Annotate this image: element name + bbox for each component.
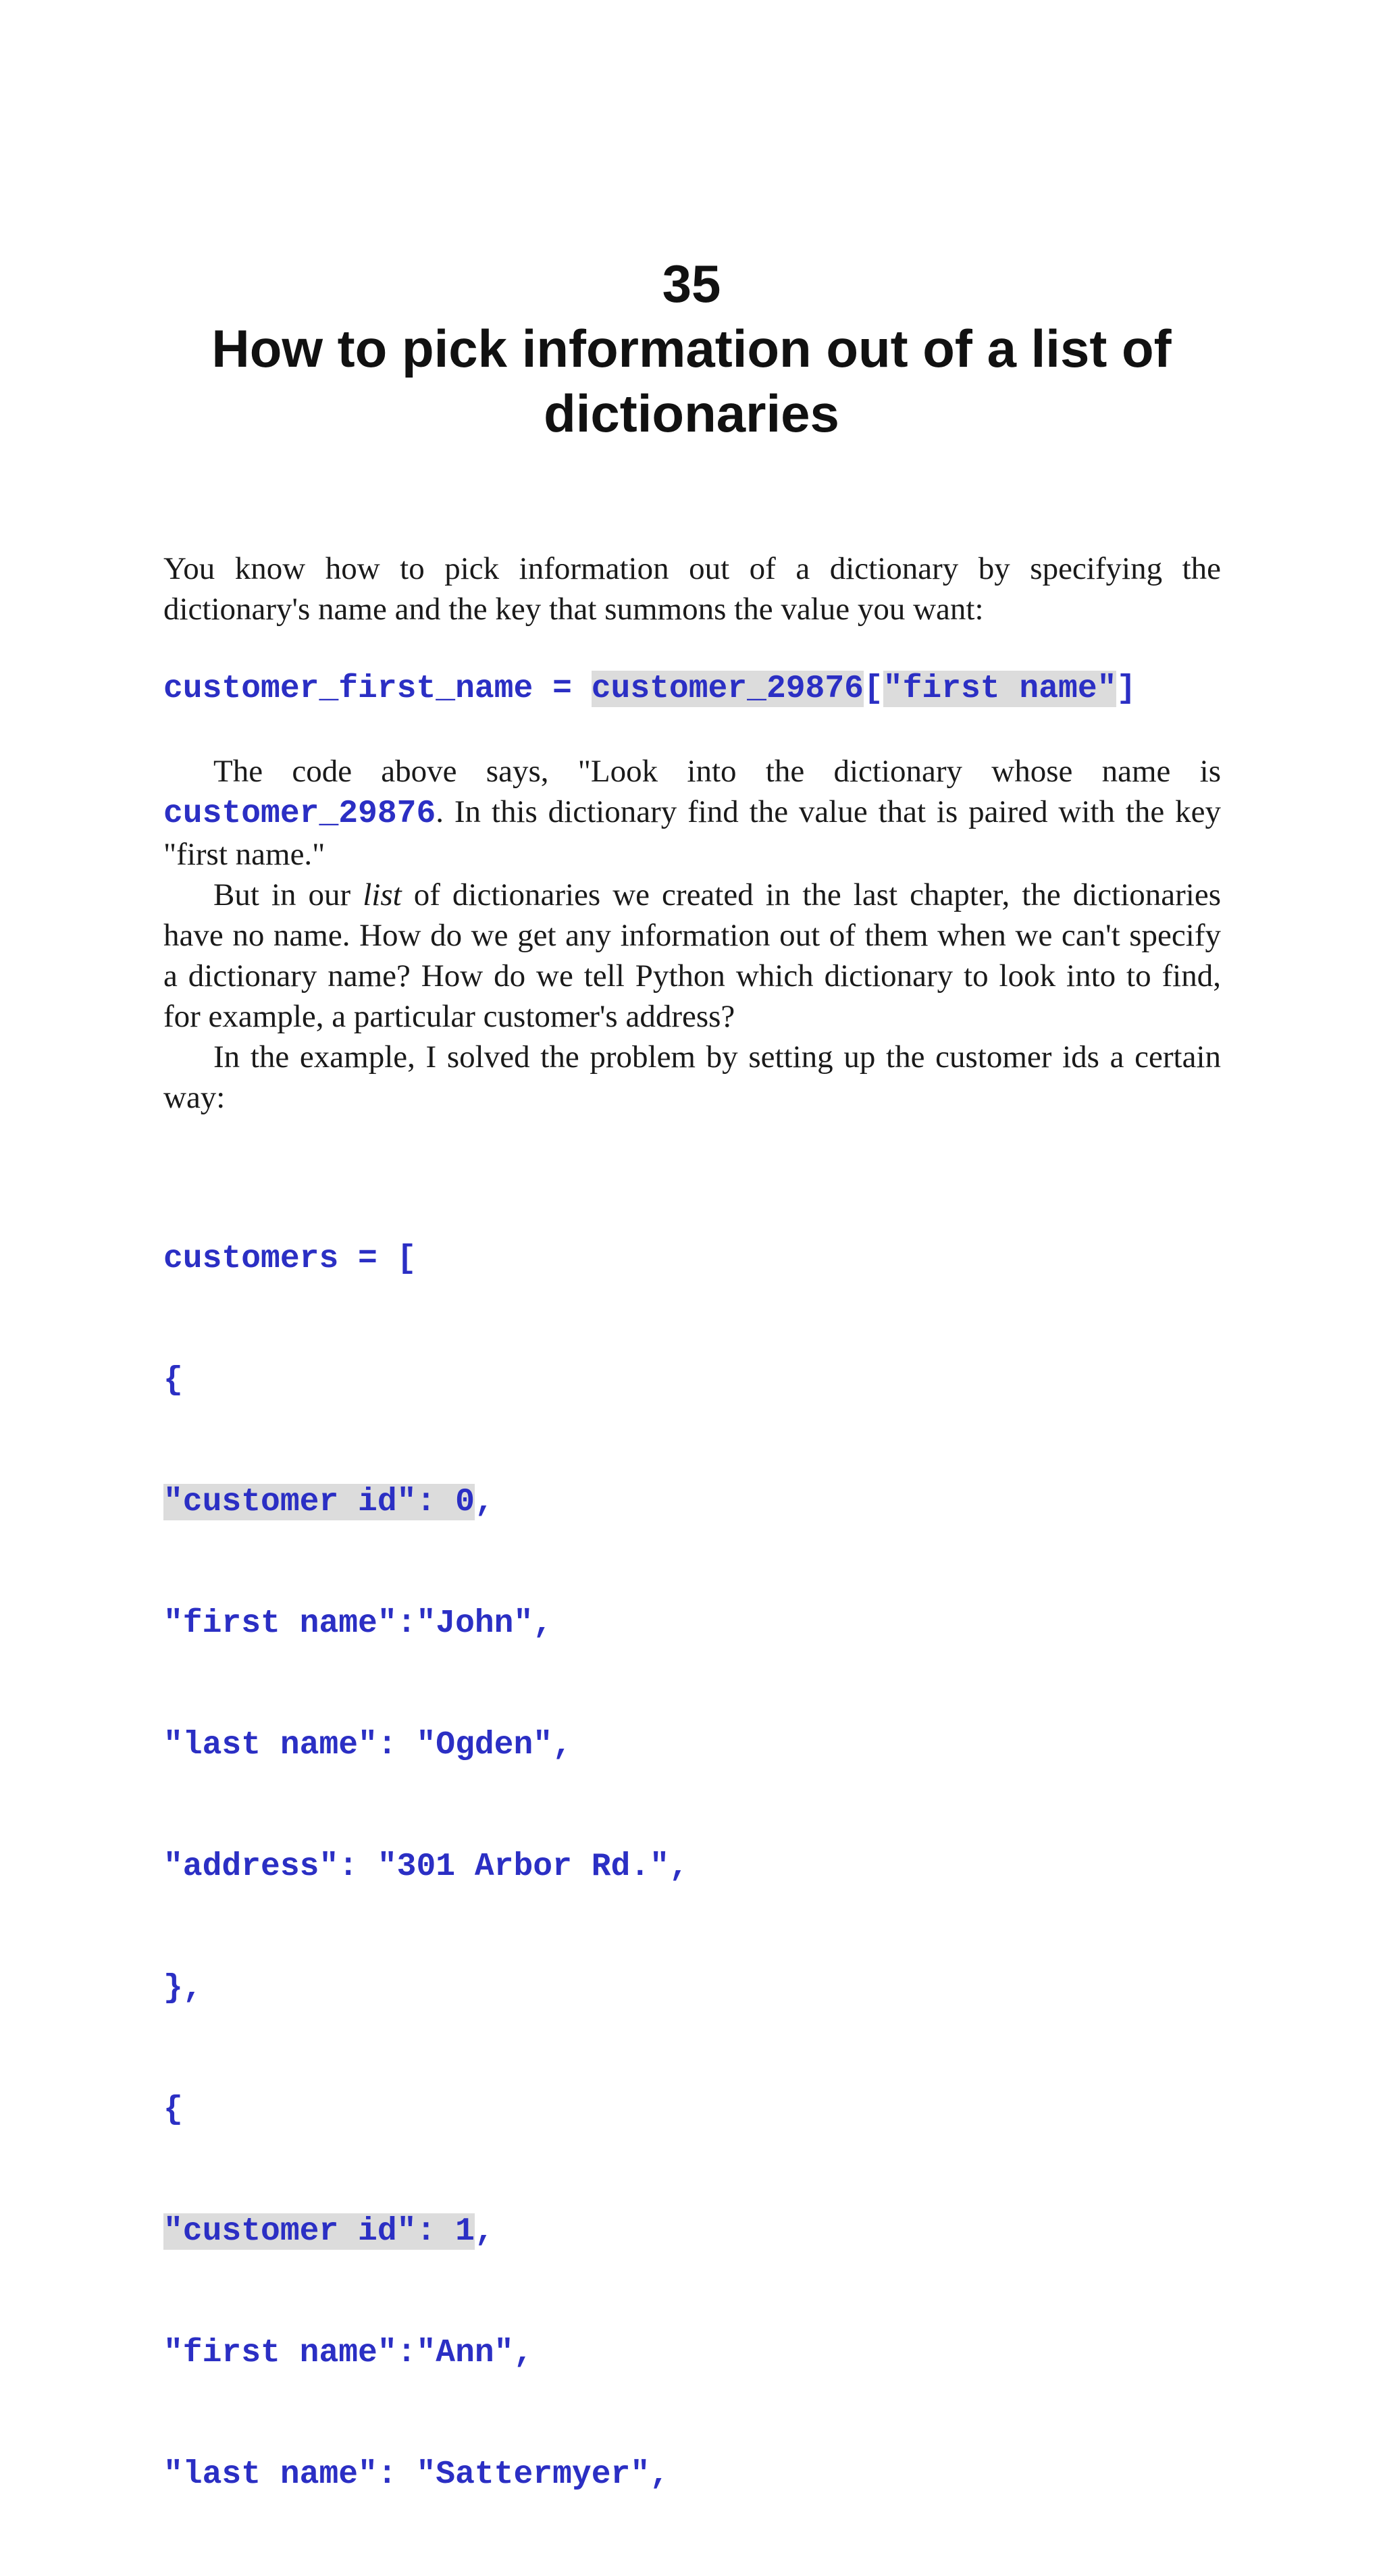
code-block-customers xyxy=(163,1158,1221,2576)
paragraph-2-text-a: But in our xyxy=(213,877,363,912)
intro-block xyxy=(163,548,1221,629)
code-dict-name: customer_29876 xyxy=(591,671,864,707)
code-highlight: "customer id": 1 xyxy=(163,2213,475,2250)
inline-code: customer_29876 xyxy=(163,796,436,832)
code-line: "first name":"John", xyxy=(163,1605,553,1642)
code-line: "last name": "Ogden", xyxy=(163,1727,572,1763)
code-line: "address": "301 Arbor Rd.", xyxy=(163,1849,689,1885)
body-block xyxy=(163,751,1221,1118)
code-line: { xyxy=(163,2092,183,2128)
code-open-bracket: [ xyxy=(863,671,883,707)
code-line xyxy=(163,1482,1221,1522)
code-snippet-1 xyxy=(163,669,1221,709)
code-line: "first name":"Ann", xyxy=(163,2335,533,2371)
code-highlight: "customer id": 0 xyxy=(163,1484,475,1520)
code-close-bracket: ] xyxy=(1116,671,1137,707)
code-comma: , xyxy=(474,1484,494,1520)
paragraph-2 xyxy=(163,875,1221,1037)
paragraph-1 xyxy=(163,751,1221,875)
paragraph-3: In the example, I solved the problem by setting up the customer ids a certain way: xyxy=(163,1039,1221,1115)
code-line xyxy=(163,2211,1221,2252)
code-line: "last name": "Sattermyer", xyxy=(163,2456,669,2493)
code-line: }, xyxy=(163,1970,203,2007)
code-comma: , xyxy=(474,2213,494,2250)
chapter-title: How to pick information out of a list of dictionaries xyxy=(211,319,1172,443)
intro-paragraph: You know how to pick information out of a dictionary by specifying the dictionary's name and the key that summons the value you want: xyxy=(163,551,1221,627)
chapter-heading xyxy=(0,251,1383,446)
code-assignment: customer_first_name = xyxy=(163,671,592,707)
paragraph-1-text-a: The code above says, "Look into the dictionary whose name is xyxy=(213,754,1221,789)
code-line: { xyxy=(163,1362,183,1399)
code-line: customers = [ xyxy=(163,1241,417,1277)
paragraph-1-text-b: . In this dictionary find the value that is paired with the key "first name." xyxy=(163,794,1221,872)
emphasis-list: list xyxy=(363,877,402,912)
code-line xyxy=(163,669,1221,709)
code-key: "first name" xyxy=(883,671,1117,707)
paragraph-2-text-b: of dictionaries we created in the last chapter, the dictionaries have no name. How do we get any information out of them when we can't specify a dictionary name? How do we tell Python which dictionary to look into to find, for example, a particular customer's address? xyxy=(163,877,1221,1034)
chapter-number: 35 xyxy=(662,254,721,313)
